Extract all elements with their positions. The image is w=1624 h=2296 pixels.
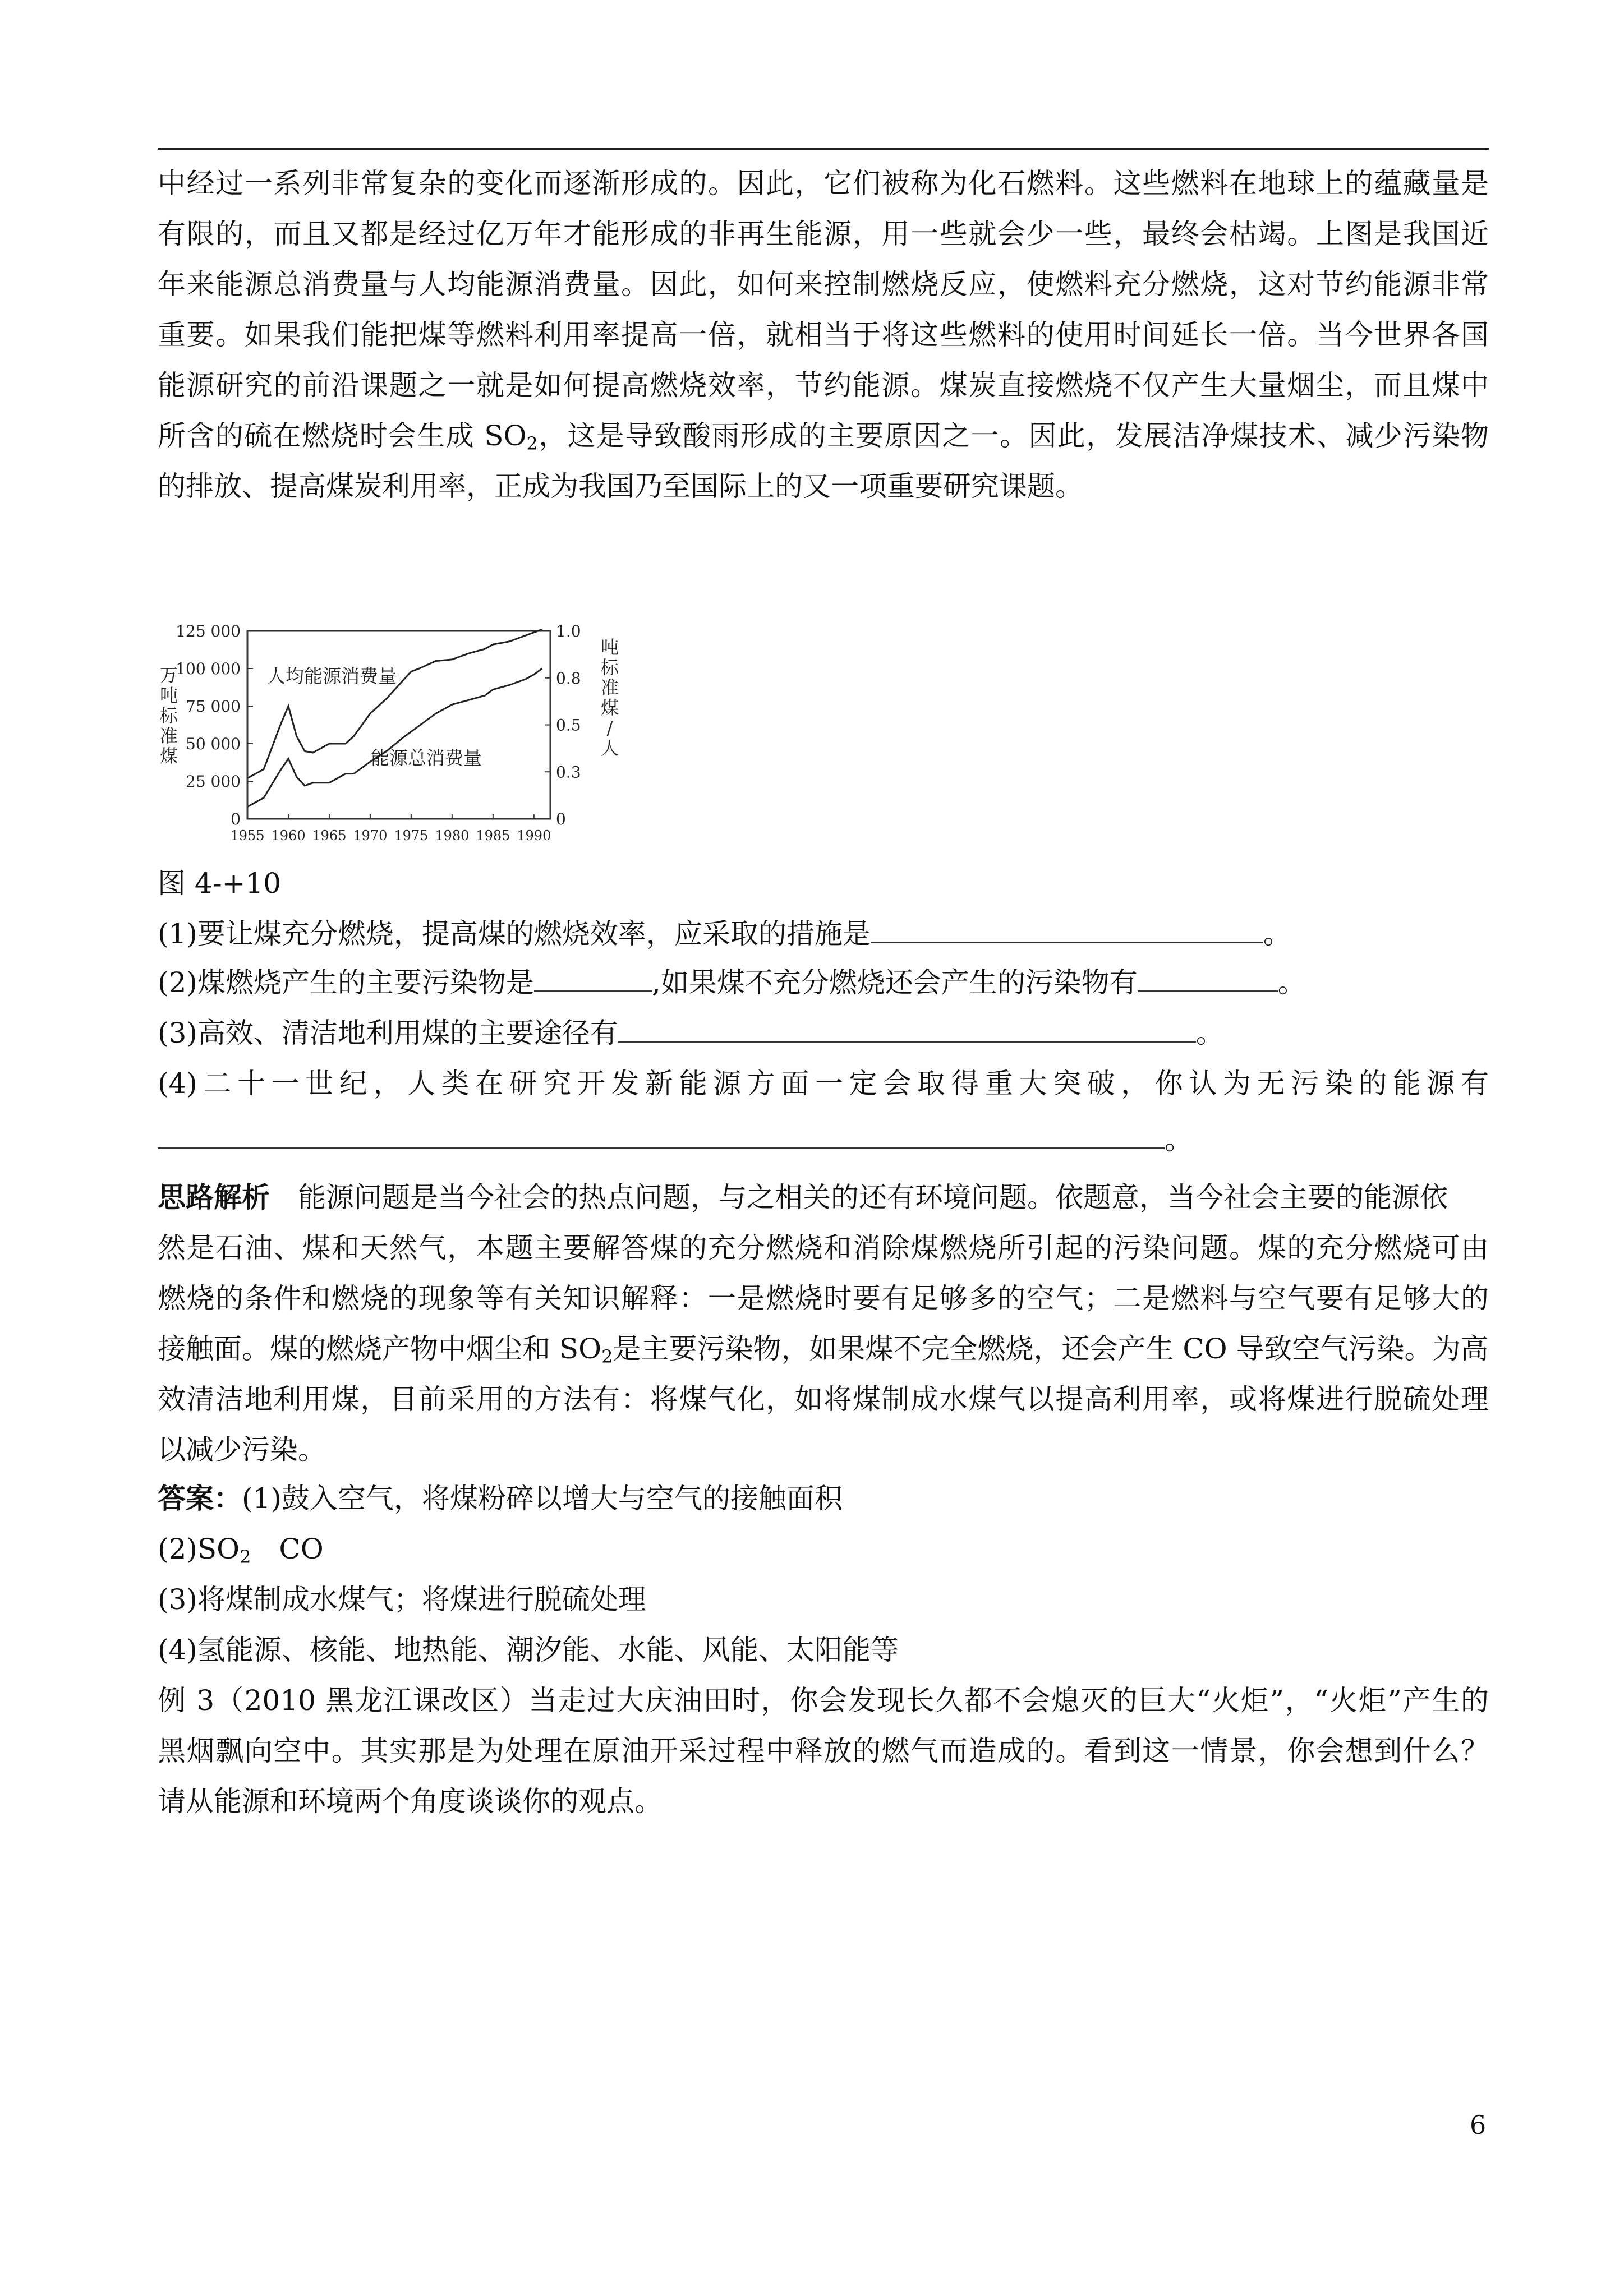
- paragraph-line-6: [158, 419, 1489, 453]
- paragraph-line-3: 年来能源总消费量与人均能源消费量。因此，如何来控制燃烧反应，使燃料充分燃烧，这对节约能源非常: [158, 268, 1489, 301]
- paragraph-line-7: 的排放、提高煤炭利用率，正成为我国乃至国际上的又一项重要研究课题。: [158, 470, 1083, 502]
- x-tick-label: 1980: [435, 828, 470, 843]
- answer-blank[interactable]: [158, 1123, 1165, 1149]
- figure-caption: 图 4-+10: [158, 867, 282, 900]
- analysis-line-1: [158, 1181, 1489, 1214]
- question-1: [158, 917, 1489, 951]
- text-run: ，这是导致酸雨形成的主要原因之一。因此，发展洁净煤技术、减少污染物: [537, 419, 1489, 452]
- x-tick-label: 1970: [353, 828, 388, 843]
- answer-line-4: (4)氢能源、核能、地热能、潮汐能、水能、风能、太阳能等: [158, 1634, 899, 1666]
- left-axis-title: 万吨标准煤: [159, 665, 178, 767]
- text-run: (1)鼓入空气，将煤粉碎以增大与空气的接触面积: [242, 1482, 843, 1515]
- text-run: 是主要污染物，如果煤不完全燃烧，还会产生 CO 导致空气污染。为高: [613, 1333, 1489, 1365]
- series-lines: [247, 629, 542, 806]
- header-rule: [158, 148, 1489, 150]
- analysis-line-2: 然是石油、煤和天然气，本题主要解答煤的充分燃烧和消除煤燃烧所引起的污染问题。煤的充分燃烧可由: [158, 1232, 1489, 1264]
- paragraph-line-5: 能源研究的前沿课题之一就是如何提高燃烧效率，节约能源。煤炭直接燃烧不仅产生大量烟尘，而且煤中: [158, 369, 1489, 402]
- right-tick-label: 0.8: [556, 668, 581, 688]
- paragraph-line-4: 重要。如果我们能把煤等燃料利用率提高一倍，就相当于将这些燃料的使用时间延长一倍。当今世界各国: [158, 319, 1489, 351]
- paragraph-line-1: 中经过一系列非常复杂的变化而逐渐形成的。因此，它们被称为化石燃料。这些燃料在地球上的蕴藏量是: [158, 167, 1489, 200]
- left-axis-ticks: [176, 622, 253, 828]
- right-axis-label: [601, 637, 619, 759]
- series-label-per-capita: 人均能源消费量: [267, 665, 397, 687]
- example-3-line-2: 黑烟飘向空中。其实那是为处理在原油开采过程中释放的燃气而造成的。看到这一情景，你会想到什么？: [158, 1735, 1489, 1767]
- answer-line-2: [158, 1532, 1489, 1566]
- answer-blank[interactable]: [534, 966, 652, 992]
- x-tick-label: 1975: [394, 828, 429, 843]
- question-4: (4)二十一世纪，人类在研究开发新能源方面一定会取得重大突破，你认为无污染的能源有: [158, 1067, 1489, 1100]
- question-2: [158, 966, 1489, 999]
- answer-blank[interactable]: [618, 1016, 1196, 1043]
- question-text: (3)高效、清洁地利用煤的主要途径有: [158, 1017, 618, 1049]
- answer-line-3: (3)将煤制成水煤气；将煤进行脱硫处理: [158, 1583, 646, 1616]
- series-label-total: 能源总消费量: [371, 747, 482, 769]
- paragraph-line-2: 有限的，而且又都是经过亿万年才能形成的非再生能源，用一些就会少一些，最终会枯竭。上图是我国近: [158, 218, 1489, 250]
- subscript: 2: [240, 1546, 251, 1567]
- x-tick-label: 1990: [517, 828, 551, 843]
- text-run: CO: [251, 1533, 324, 1565]
- question-text: (2)煤燃烧产生的主要污染物是: [158, 966, 534, 999]
- answer-line-1: [158, 1482, 1489, 1515]
- example-3-line-3: 请从能源和环境两个角度谈谈你的观点。: [158, 1785, 663, 1818]
- left-axis-label: [160, 665, 178, 767]
- answer-blank[interactable]: [871, 917, 1263, 943]
- right-tick-label: 0.5: [556, 716, 581, 735]
- left-tick-label: 100 000: [176, 660, 241, 678]
- answer-blank[interactable]: [1138, 966, 1278, 992]
- analysis-line-3: 燃烧的条件和燃烧的现象等有关知识解释：一是燃烧时要有足够多的空气；二是燃料与空气要有足够大的: [158, 1282, 1489, 1315]
- period: 。: [1277, 966, 1306, 999]
- question-text: ,如果煤不充分燃烧还会产生的污染物有: [651, 966, 1138, 999]
- x-tick-label: 1955: [230, 828, 265, 843]
- analysis-line-6: 以减少污染。: [158, 1433, 326, 1466]
- question-4-answer-line: [158, 1123, 1489, 1156]
- right-axis-title: 吨标准煤/人: [600, 637, 619, 759]
- page-number: 6: [1470, 2110, 1487, 2140]
- right-tick-label: 0.3: [556, 763, 581, 782]
- text-run: 接触面。煤的燃烧产物中烟尘和 SO: [158, 1333, 602, 1365]
- x-tick-label: 1965: [312, 828, 347, 843]
- text-run: 所含的硫在燃烧时会生成 SO: [158, 419, 527, 452]
- x-tick-label: 1960: [271, 828, 306, 843]
- text-run: 能源问题是当今社会的热点问题，与之相关的还有环境问题。依题意，当今社会主要的能源依: [298, 1181, 1448, 1214]
- right-tick-label: 0: [556, 810, 566, 828]
- analysis-line-5: 效清洁地利用煤，目前采用的方法有：将煤气化，如将煤制成水煤气以提高利用率，或将煤进行脱硫处理: [158, 1383, 1489, 1416]
- question-text: (1)要让煤充分燃烧，提高煤的燃烧效率，应采取的措施是: [158, 918, 871, 950]
- analysis-line-4: [158, 1332, 1489, 1366]
- left-tick-label: 25 000: [186, 772, 241, 791]
- subscript: 2: [601, 1346, 613, 1367]
- answer-label: 答案：: [158, 1482, 242, 1515]
- x-tick-label: 1985: [476, 828, 510, 843]
- right-tick-label: 1.0: [556, 622, 581, 640]
- period: 。: [1195, 1017, 1224, 1049]
- left-tick-label: 50 000: [186, 735, 241, 753]
- left-tick-label: 0: [231, 810, 241, 828]
- example-3-line-1: 例 3（2010 黑龙江课改区）当走过大庆油田时，你会发现长久都不会熄灭的巨大“火炬”，“火炬”产生的: [158, 1684, 1489, 1717]
- energy-consumption-chart: [158, 620, 629, 844]
- analysis-label: 思路解析: [158, 1181, 270, 1214]
- subscript: 2: [526, 433, 538, 454]
- left-tick-label: 75 000: [186, 697, 241, 716]
- left-tick-label: 125 000: [176, 622, 241, 640]
- text-run: (2)SO: [158, 1533, 240, 1565]
- period: 。: [1263, 918, 1291, 950]
- question-3: [158, 1016, 1489, 1050]
- period: 。: [1165, 1123, 1193, 1156]
